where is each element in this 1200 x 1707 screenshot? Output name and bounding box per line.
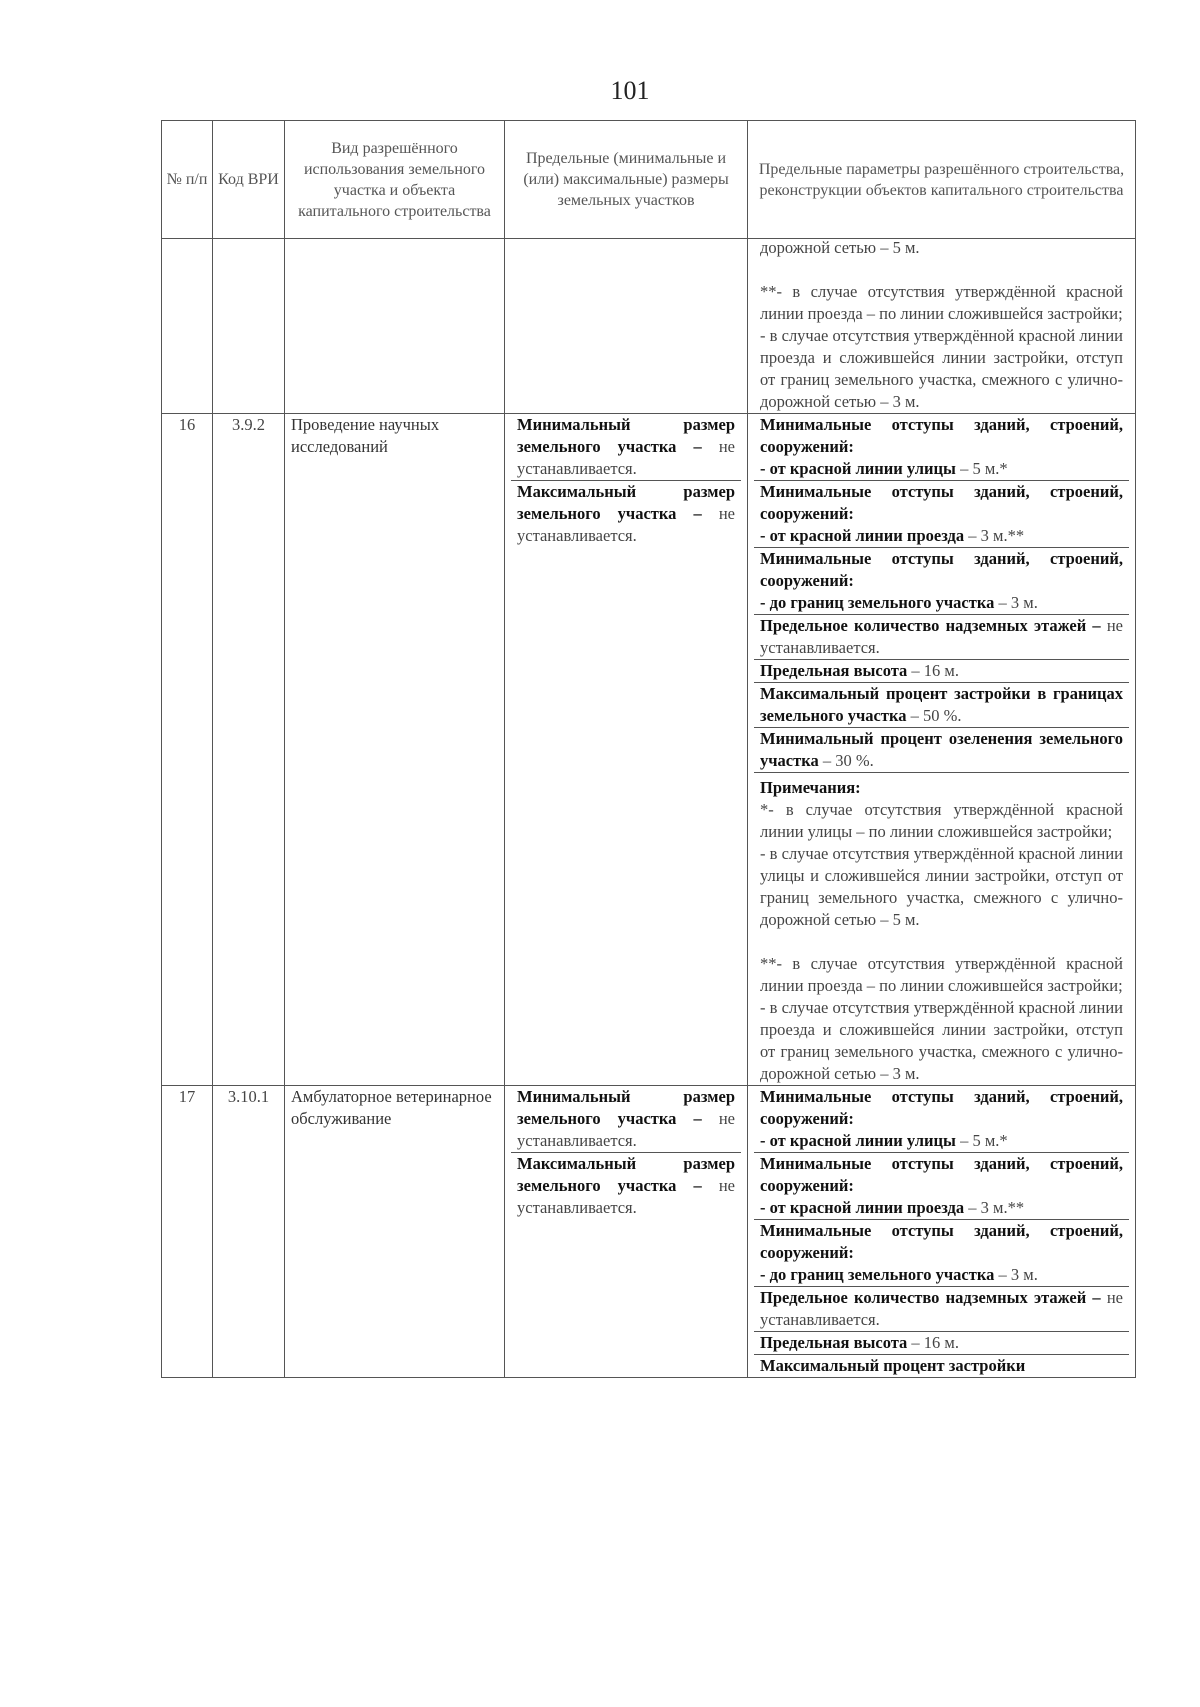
continuation-note-drive: **- в случае отсутствия утверждённой красной линии проезда – по линии сложившейся застройки; [760,282,1123,323]
setback-drive-value: – 3 м.** [968,1198,1025,1217]
max-size-label: Максимальный размер земельного участка – [517,1154,735,1195]
cell-code [213,239,285,414]
notes-title: Примечания: [760,778,861,797]
table-row [162,414,1136,1086]
setback-border-label: - до границ земельного участка [760,1265,995,1284]
setback-street-label: - от красной линии улицы [760,1131,956,1150]
note-drive: **- в случае отсутствия утверждённой красной линии проезда – по линии сложившейся застройки; [760,954,1123,995]
page-number: 101 [610,76,650,105]
setback-label: Минимальные отступы зданий, строений, сооружений: [760,549,1123,590]
row-number: 16 [162,414,213,1086]
header-code: Код ВРИ [213,121,285,239]
setback-drive-label: - от красной линии проезда [760,526,965,545]
setback-label: Минимальные отступы зданий, строений, сооружений: [760,482,1123,523]
height-value: – 16 м. [911,1333,959,1352]
cell-size [505,239,748,414]
floors-label: Предельное количество надземных этажей – [760,616,1101,635]
table-row [162,1086,1136,1378]
floors-label: Предельное количество надземных этажей – [760,1288,1101,1307]
cell-params [748,239,1136,414]
note-street-2: - в случае отсутствия утверждённой красной линии улицы и сложившейся линии застройки, отступ от границ земельного участка, смежного с улично-дорожной сетью – 5 м. [760,844,1123,929]
table-header-row [162,121,1136,239]
row-params [748,1086,1136,1378]
row-size [505,1086,748,1378]
height-value: – 16 м. [911,661,959,680]
max-size-value: не устанавливается. [517,504,735,545]
setback-drive-value: – 3 м.** [968,526,1025,545]
row-code: 3.10.1 [213,1086,285,1378]
cell-use [285,239,505,414]
setback-street-value: – 5 м.* [960,459,1008,478]
coverage-label: Максимальный процент застройки в границах земельного участка [760,684,1123,725]
header-params: Предельные параметры разрешённого строительства, реконструкции объектов капитального строительства [748,121,1136,239]
setback-label: Минимальные отступы зданий, строений, сооружений: [760,1087,1123,1128]
setback-drive-label: - от красной линии проезда [760,1198,965,1217]
header-num: № п/п [162,121,213,239]
row-use: Амбулаторное ветеринарное обслуживание [285,1086,505,1378]
row-number: 17 [162,1086,213,1378]
setback-street-label: - от красной линии улицы [760,459,956,478]
row-use: Проведение научных исследований [285,414,505,1086]
continuation-note-drive-2: - в случае отсутствия утверждённой красной линии проезда и сложившейся линии застройки, отступ от границ земельного участка, смежного с улично-дорожной сетью – 3 м. [760,326,1123,411]
regulations-table [161,120,1136,1378]
max-size-label: Максимальный размер земельного участка – [517,482,735,523]
setback-street-value: – 5 м.* [960,1131,1008,1150]
coverage-label: Максимальный процент застройки [760,1356,1026,1375]
setback-border-label: - до границ земельного участка [760,593,995,612]
header-size: Предельные (минимальные и (или) максимальные) размеры земельных участков [505,121,748,239]
continuation-line-1: дорожной сетью – 5 м. [760,238,920,257]
floors-value: не устанавливается. [760,1288,1123,1329]
max-size-value: не устанавливается. [517,1176,735,1217]
floors-value: не устанавливается. [760,616,1123,657]
header-use: Вид разрешённого использования земельного участка и объекта капитального строительства [285,121,505,239]
row-params [748,414,1136,1086]
height-label: Предельная высота [760,661,908,680]
table-row-continuation [162,239,1136,414]
setback-label: Минимальные отступы зданий, строений, сооружений: [760,415,1123,456]
setback-border-value: – 3 м. [998,1265,1038,1284]
height-label: Предельная высота [760,1333,908,1352]
row-size [505,414,748,1086]
greening-value: – 30 %. [822,751,874,770]
note-street: *- в случае отсутствия утверждённой красной линии улицы – по линии сложившейся застройки; [760,800,1123,841]
coverage-value: – 50 %. [910,706,962,725]
setback-border-value: – 3 м. [998,593,1038,612]
row-code: 3.9.2 [213,414,285,1086]
min-size-value: не устанавливается. [517,437,735,478]
setback-label: Минимальные отступы зданий, строений, сооружений: [760,1221,1123,1262]
min-size-value: не устанавливается. [517,1109,735,1150]
min-size-label: Минимальный размер земельного участка – [517,1087,735,1128]
cell-num [162,239,213,414]
note-drive-2: - в случае отсутствия утверждённой красной линии проезда и сложившейся линии застройки, отступ от границ земельного участка, смежного с улично-дорожной сетью – 3 м. [760,998,1123,1083]
setback-label: Минимальные отступы зданий, строений, сооружений: [760,1154,1123,1195]
min-size-label: Минимальный размер земельного участка – [517,415,735,456]
greening-label: Минимальный процент озеленения земельного участка [760,729,1123,770]
